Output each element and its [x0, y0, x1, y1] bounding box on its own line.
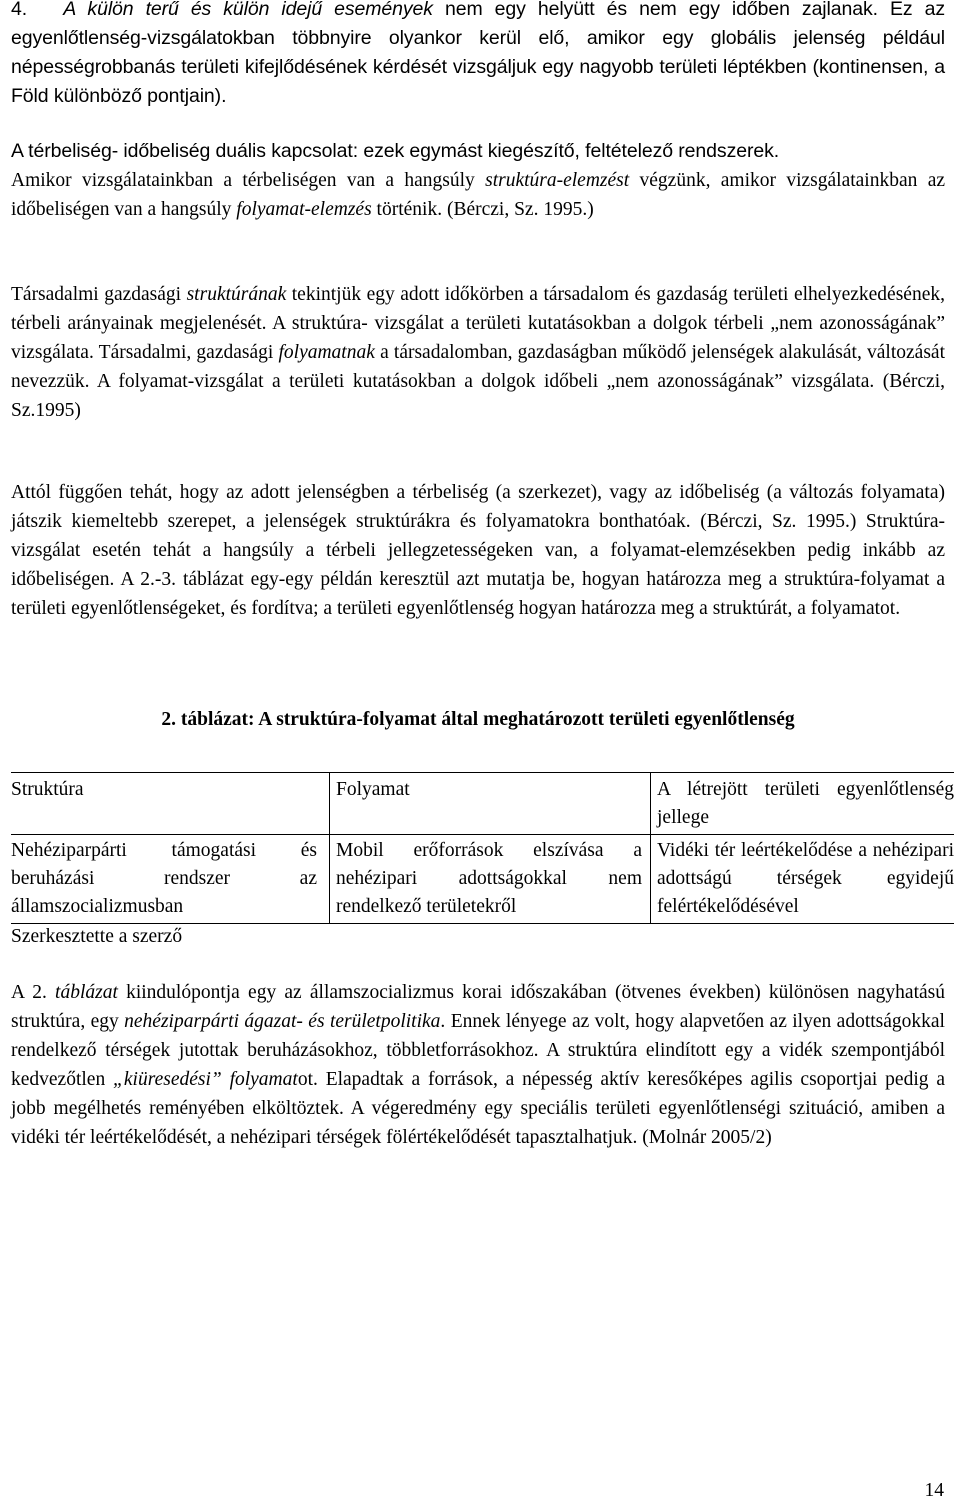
table-header-cell: Folyamat [330, 773, 651, 835]
table-row [11, 835, 954, 924]
table-source: Szerkesztette a szerző [11, 926, 183, 947]
table-header-row [11, 773, 954, 835]
page-number: 14 [924, 1480, 944, 1501]
paragraph-structure-definition: Társadalmi gazdasági struktúrának tekintjük egy adott időkörben a társadalom és gazdaság területi elhelyezkedésének, térbeli arányainak megjelenését. A struktúra- vizsgálat a területi kutatásokban a dolgok térbeli „nem azonosságának” vizsgálata. Társadalmi, gazdasági folyamatnak a társadalomban, gazdaságban működő jelenségek alakulását, változását nevezzük. A folyamat-vizsgálat a területi kutatásokban a dolgok időbeli „nem azonosságának” vizsgálata. (Bérczi, Sz.1995) [11, 284, 945, 421]
table-caption: 2. táblázat: A struktúra-folyamat által meghatározott területi egyenlőtlenség [161, 709, 795, 730]
section-number: 4. [11, 0, 28, 20]
table-cell: Vidéki tér leértékelődése a nehézipari adottságú térségek egyidejű felértékelődésével [651, 835, 955, 924]
table-cell: Nehéziparpárti támogatási és beruházási rendszer az államszocializmusban [11, 835, 330, 924]
table-header-cell: A létrejött területi egyenlőtlenség jellege [651, 773, 955, 835]
table-header-cell: Struktúra [11, 773, 330, 835]
paragraph-analysis: Amikor vizsgálatainkban a térbeliségen van a hangsúly struktúra-elemzést végzünk, amikor vizsgálatainkban az időbeliségen van a hangsúly folyamat-elemzés történik. (Bérczi, Sz. 1995.) [11, 170, 946, 220]
paragraph-depending: Attól függően tehát, hogy az adott jelenségben a térbeliség (a szerkezet), vagy az időbeliség (a változás folyamata) játszik kiemeltebb szerepet, a jelenségek struktúrákra és folyamatokra bonthatóak. (Bérczi, Sz. 1995.) Struktúra-vizsgálat esetén tehát a hangsúly a térbeli jellegzetességeken van, a folyamat-elemzésekben pedig inkább az időbeliségen. A 2.-3. táblázat egy-egy példán keresztül azt mutatja be, hogyan határozza meg a struktúra-folyamat a területi egyenlőtlenségeket, és fordítva; a területi egyenlőtlenség hogyan határozza meg a struktúrát, a folyamatot. [11, 482, 945, 619]
section-4-intro: 4. A külön terű és külön idejű események nem egy helyütt és nem egy időben zajlanak. Ez az egyenlőtlenség-vizsgálatokban többnyire olyankor kerül elő, amikor egy globális jelenség például népességrobbanás területi kifejlődésének kérdését vizsgáljuk egy nagyobb területi léptékben (kontinensen, a Föld különböző pontjain). [11, 0, 945, 107]
structure-process-table [11, 772, 954, 924]
section-lead: A külön terű és külön idejű események [63, 0, 433, 20]
table-cell: Mobil erőforrások elszívása a nehézipari adottságokkal nem rendelkező területekről [330, 835, 651, 924]
paragraph-dual-relation: A térbeliség- időbeliség duális kapcsolat: ezek egymást kiegészítő, feltételező rendszerek. [11, 140, 780, 162]
paragraph-table-explanation: A 2. táblázat kiindulópontja egy az államszocializmus korai időszakában (ötvenes években) különösen nagyhatású struktúra, egy nehéziparpárti ágazat- és területpolitika. Ennek lényege az volt, hogy alapvetően az ilyen adottságokkal rendelkező térségek jutottak beruházásokhoz, többletforrásokhoz. A struktúra elindított egy a vidék szempontjából kedvezőtlen „kiüresedési” folyamatot. Elapadtak a források, a népesség aktív keresőképes agilis csoportjai pedig a jobb megélhetés reményében elköltöztek. A végeredmény egy speciális területi egyenlőtlenségi szituáció, amiben a vidéki tér leértékelődését, a nehézipari térségek fölértékelődését tapasztalhatjuk. (Molnár 2005/2) [11, 982, 945, 1148]
